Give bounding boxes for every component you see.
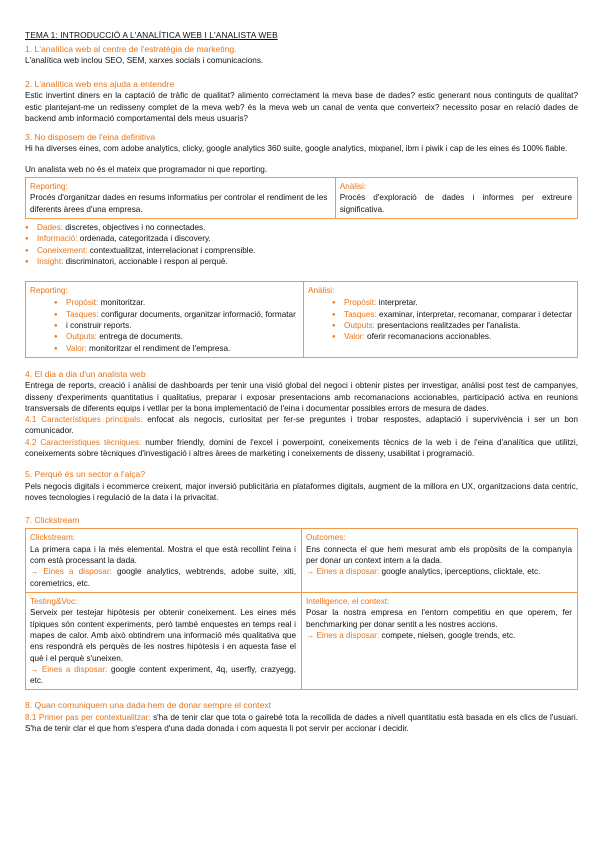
analysis-details-label: Anàlisi:	[307, 286, 335, 296]
section-4-2	[25, 437, 578, 460]
analyst-line: Un analista web no és el mateix que programador ni que reporting.	[25, 164, 268, 174]
reporting-analysis-details-box	[25, 281, 578, 358]
list-item-text: examinar, interpretar, recomanar, comparar i detectar	[376, 309, 572, 319]
tools-text: google content experiment, 4q, userfly, crazyegg, etc.	[30, 664, 296, 686]
testing-tools	[30, 664, 296, 687]
list-item	[308, 331, 572, 342]
list-item-label: Outputs:	[66, 332, 97, 342]
section-4-1	[25, 414, 578, 437]
list-item-label: Valor:	[66, 343, 87, 353]
list-item-label: Tasques:	[66, 309, 99, 319]
reporting-details-cell	[26, 282, 303, 357]
list-item-text: presentacions realitzades per l'analista.	[374, 321, 521, 331]
grid-row	[26, 592, 577, 690]
tools-prefix: → Eines a disposar:	[30, 664, 108, 674]
list-item-label: Coneixement:	[37, 245, 88, 255]
outcomes-text: Ens connecta el que hem mesurat amb els propòsits de la companyia per donar un context intern a la dada.	[306, 544, 572, 565]
analysis-details-list	[308, 297, 572, 342]
tools-text: compete, nielsen, google trends, etc.	[379, 630, 516, 640]
list-item	[30, 309, 298, 320]
clickstream-tools	[30, 566, 296, 589]
list-item-text: discriminatori, accionable i respon al perquè.	[63, 256, 228, 266]
reporting-details-label: Reporting:	[30, 286, 68, 296]
section-4-2-text: number friendly, domini de l'excel i powerpoint, coneixements tècnics de la web i de l'eina d'analítica que utilitzi, coneixements sobre tècniques d'investigació i altres àrees de marketing i coneixements de disseny, usabilitat i programació.	[25, 437, 578, 459]
list-item-text: entrega de documents.	[96, 332, 183, 342]
list-item	[25, 245, 578, 256]
tools-prefix: → Eines a disposar:	[30, 567, 112, 577]
list-item	[308, 297, 572, 308]
list-item	[30, 297, 298, 308]
intelligence-tools	[306, 630, 572, 641]
tools-prefix: → Eines a disposar:	[306, 630, 380, 640]
section-4-1-text: enfocat als negocis, curiositat per fer-se preguntes i trobar respostes, adaptació i supervivència i ser un bon comunicador.	[25, 415, 578, 436]
section-2-heading: 2. L'analítica web ens ajuda a entendre	[25, 79, 175, 90]
section-1-body: L'analítica web inclou SEO, SEM, xarxes socials i comunicacions.	[25, 55, 264, 65]
intelligence-text: Posar la nostra empresa en l'entorn competitiu en que operem, fer benchmarking per donar sentit a les nostres accions.	[306, 608, 572, 629]
section-4-heading: 4. El dia a dia d'un analista web	[25, 369, 146, 380]
list-item-label: Tasques:	[343, 309, 377, 319]
analysis-details-cell	[303, 282, 577, 357]
tools-text: google analytics, webtrends, adobe suite, xiti, coremetrics, etc.	[30, 567, 296, 588]
outcomes-cell	[301, 529, 577, 592]
list-item	[25, 256, 578, 267]
section-3-heading: 3. No disposem de l'eina definitiva	[25, 132, 156, 143]
document-title: TEMA 1: INTRODUCCIÓ A L'ANALÍTICA WEB I L'ANALISTA WEB	[25, 30, 278, 40]
analysis-label: Anàlisi:	[339, 181, 367, 191]
section-8-1-label: 8.1 Primer pas per contextualitzar:	[25, 712, 151, 722]
intelligence-label: Intelligence, el context:	[306, 596, 390, 606]
list-item-text: oferir recomanacions accionables.	[364, 332, 492, 342]
reporting-cell	[26, 178, 335, 218]
list-item	[30, 343, 298, 354]
list-item	[25, 222, 578, 233]
analysis-cell	[335, 178, 577, 218]
list-item	[308, 320, 572, 331]
list-item-label: Informació:	[37, 234, 78, 244]
section-8-1	[25, 712, 578, 735]
list-item-label: Insight:	[37, 256, 64, 266]
section-3-body: Hi ha diverses eines, com adobe analytics, clicky, google analytics 360 suite, google analytics, mixpanel, ibm i piwik i cap de les eines és 100% fiable.	[25, 144, 568, 154]
section-8-heading: 8. Quan comuniquem una dada hem de donar sempre el context	[25, 700, 272, 711]
section-2-body: Estic invertint diners en la captació de tràfic de qualitat? alimento correctament la meva base de dades? estic generant nous continguts de qualitat? estic plantejant-me un redisseny complet de la meva web? és la meva web un canal de venta que converteix? necessito posar en relació dades de backend amb informació comportamental dels meus usuaris?	[25, 91, 578, 123]
list-item	[308, 309, 572, 320]
document-page	[25, 30, 578, 734]
list-item-label: Dades:	[37, 222, 63, 232]
section-5-heading: 5. Perquè és un sector a l'alça?	[25, 469, 146, 480]
grid-row	[26, 529, 577, 592]
section-1-heading: 1. L'analítica web al centre de l'estratègia de marketing.	[25, 43, 237, 54]
clickstream-text: La primera capa i la més elemental. Mostra el que està recollint l'eina i com està processant la dada.	[30, 544, 296, 565]
list-item-label: Outputs:	[343, 321, 375, 331]
outcomes-tools	[306, 566, 572, 577]
reporting-text: Procés d'organitzar dades en resums informatius per controlar el rendiment de les diferents àrees d'una empresa.	[30, 193, 328, 214]
data-hierarchy-list	[25, 222, 578, 267]
list-item-text: monitoritzar.	[98, 298, 146, 308]
reporting-details-list	[30, 297, 298, 354]
list-item-text: interpretar.	[376, 298, 418, 308]
tools-text: google analytics, iperceptions, clicktale, etc.	[379, 567, 541, 577]
list-item-continuation	[30, 320, 298, 331]
analysis-text: Procés d'exploració de dades i informes per extreure significativa.	[339, 193, 572, 214]
intelligence-cell	[301, 593, 577, 690]
list-item-text: monitoritzar el rendiment de l'empresa.	[86, 343, 231, 353]
list-item	[25, 233, 578, 244]
list-item-text: discretes, objectives i no connectades.	[62, 222, 206, 232]
section-7-heading: 7. Clickstream	[25, 515, 80, 526]
testing-label: Testing&Voc:	[30, 596, 78, 606]
section-8-1-text: s'ha de tenir clar que tota o gairebé tota la recollida de dades a nivell quantitatiu està basada en els clics de l'usuari. S'ha de tenir clar el que hom s'espera d'una dada donada i com aquesta li pot servir per accionar i decidir.	[25, 712, 578, 733]
outcomes-label: Outcomes:	[306, 533, 346, 543]
section-4-body: Entrega de reports, creació i anàlisi de dashboards per tenir una visió global del negoci i obtenir pistes per investigar, anàlisi post test de campanyes, disseny d'experiments quantitatius i qualitatius, preparar i exposar presentacions amb recomanacions accionables, participació activa en reunions transversals de diferents equips i vetllar per la bona implementació de l'eina i documentar possibles errors de mesura de dades.	[25, 381, 578, 413]
list-item-label: Propòsit:	[66, 298, 99, 308]
section-4-2-label: 4.2 Característiques tècniques:	[25, 437, 142, 447]
section-4-1-label: 4.1 Característiques principals:	[25, 415, 143, 425]
clickstream-label: Clickstream:	[30, 533, 76, 543]
list-item	[30, 331, 298, 342]
clickstream-cell	[26, 529, 301, 592]
list-item-label: Propòsit:	[343, 298, 377, 308]
list-item-text: ordenada, categoritzada i discovery.	[77, 234, 211, 244]
list-item-text: configurar documents, organitzar informació, formatar	[98, 309, 296, 319]
testing-cell	[26, 593, 301, 690]
tools-prefix: → Eines a disposar:	[306, 567, 380, 577]
reporting-label: Reporting:	[30, 181, 68, 191]
reporting-vs-analysis-box	[25, 177, 578, 219]
list-item-label: Valor:	[343, 332, 365, 342]
clickstream-grid	[25, 528, 578, 690]
list-item-text: contextualitzat, interrelacionat i comprensible.	[87, 245, 256, 255]
list-item-text: i construir reports.	[66, 321, 132, 331]
testing-text: Serveix per testejar hipòtesis per obtenir coneixement. Les eines més típiques són content experiments, però també enquestes en temps real i mapes de calor. Amb això obtindrem una informació més qualitativa que ens respondrà els perquès de les nostres hipòtesis i en aquesta fase el què i el perquè s'uneixen.	[30, 608, 296, 663]
section-5-body: Pels negocis digitals i ecommerce creixent, major inversió publicitària en plataformes digitals, augment de la millora en UX, organitzacions data centric, noves tecnologies i regulació de la data i la privacitat.	[25, 481, 578, 502]
